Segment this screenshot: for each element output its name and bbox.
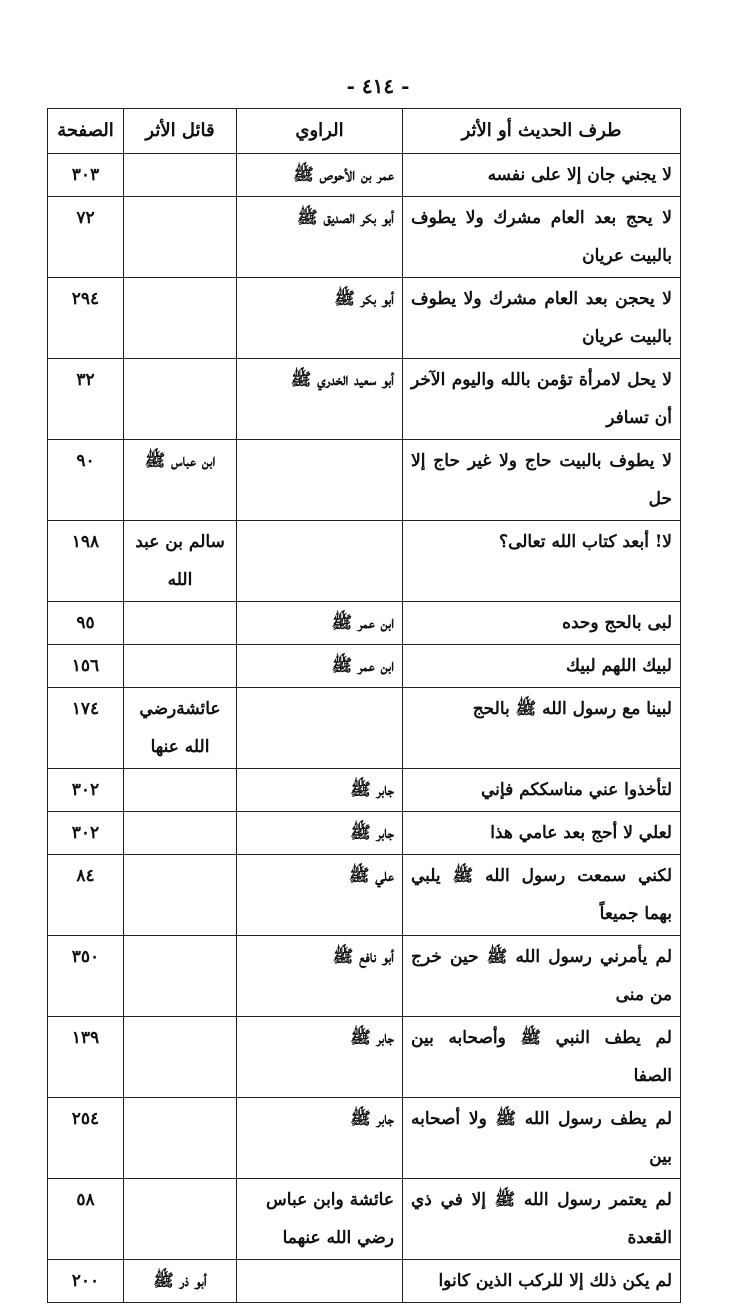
cell-hadith: لبى بالحج وحده xyxy=(403,602,681,645)
table-row xyxy=(48,440,681,521)
cell-hadith: لم يكن ذلك إلا للركب الذين كانوا xyxy=(403,1260,681,1303)
cell-rawi xyxy=(237,688,403,769)
cell-rawi: جابر ﷺ xyxy=(237,812,403,855)
cell-page: ٢٠٠ xyxy=(48,1260,124,1303)
cell-qail: عائشةرضي الله عنها xyxy=(124,688,237,769)
cell-qail xyxy=(124,855,237,936)
header-page: الصفحة xyxy=(48,109,124,154)
table-row xyxy=(48,769,681,812)
table-row xyxy=(48,688,681,769)
header-qail: قائل الأثر xyxy=(124,109,237,154)
cell-rawi: جابر ﷺ xyxy=(237,1017,403,1098)
cell-hadith: لم يعتمر رسول الله ﷺ إلا في ذي القعدة xyxy=(403,1179,681,1260)
table-row xyxy=(48,1098,681,1179)
table-row xyxy=(48,1260,681,1303)
cell-qail xyxy=(124,359,237,440)
header-rawi: الراوي xyxy=(237,109,403,154)
page-number: - ٤١٤ - xyxy=(346,74,410,98)
cell-page: ٣٠٢ xyxy=(48,769,124,812)
cell-rawi xyxy=(237,440,403,521)
cell-rawi: ابن عمر ﷺ xyxy=(237,645,403,688)
cell-hadith: لبينا مع رسول الله ﷺ بالحج xyxy=(403,688,681,769)
cell-page: ٢٥٤ xyxy=(48,1098,124,1179)
cell-qail xyxy=(124,1017,237,1098)
table-row xyxy=(48,521,681,602)
cell-page: ١٥٦ xyxy=(48,645,124,688)
cell-qail xyxy=(124,154,237,197)
cell-hadith: لم يأمرني رسول الله ﷺ حين خرج من منى xyxy=(403,936,681,1017)
table-row xyxy=(48,602,681,645)
table-row xyxy=(48,1017,681,1098)
cell-rawi: أبو بكر الصديق ﷺ xyxy=(237,197,403,278)
cell-page: ١٣٩ xyxy=(48,1017,124,1098)
cell-hadith: لا يجني جان إلا على نفسه xyxy=(403,154,681,197)
cell-hadith: لعلي لا أحج بعد عامي هذا xyxy=(403,812,681,855)
cell-page: ٩٠ xyxy=(48,440,124,521)
cell-page: ٣٢ xyxy=(48,359,124,440)
cell-page: ٣٥٠ xyxy=(48,936,124,1017)
cell-qail xyxy=(124,278,237,359)
cell-qail xyxy=(124,936,237,1017)
cell-hadith: لا! أبعد كتاب الله تعالى؟ xyxy=(403,521,681,602)
header-row xyxy=(48,109,681,154)
cell-page: ٣٠٢ xyxy=(48,812,124,855)
cell-qail xyxy=(124,197,237,278)
cell-hadith: لا يحجن بعد العام مشرك ولا يطوف بالبيت عريان xyxy=(403,278,681,359)
cell-qail: أبو ذر ﷺ xyxy=(124,1260,237,1303)
cell-hadith: لا يطوف بالبيت حاج ولا غير حاج إلا حل xyxy=(403,440,681,521)
cell-page: ٣٠٣ xyxy=(48,154,124,197)
cell-rawi: جابر ﷺ xyxy=(237,1098,403,1179)
cell-page: ١٧٤ xyxy=(48,688,124,769)
table-row xyxy=(48,645,681,688)
cell-rawi: أبو نافع ﷺ xyxy=(237,936,403,1017)
cell-page: ٧٢ xyxy=(48,197,124,278)
cell-hadith: لتأخذوا عني مناسككم فإني xyxy=(403,769,681,812)
cell-page: ٥٨ xyxy=(48,1179,124,1260)
cell-qail: ابن عباس ﷺ xyxy=(124,440,237,521)
table-row xyxy=(48,278,681,359)
cell-qail: سالم بن عبد الله xyxy=(124,521,237,602)
cell-page: ٢٩٤ xyxy=(48,278,124,359)
cell-rawi xyxy=(237,521,403,602)
cell-rawi: عائشة وابن عباس رضي الله عنهما xyxy=(237,1179,403,1260)
table-row xyxy=(48,197,681,278)
table-row xyxy=(48,154,681,197)
cell-rawi: ابن عمر ﷺ xyxy=(237,602,403,645)
cell-rawi: أبو بكر ﷺ xyxy=(237,278,403,359)
table-row xyxy=(48,855,681,936)
table-row xyxy=(48,1179,681,1260)
cell-qail xyxy=(124,602,237,645)
cell-qail xyxy=(124,769,237,812)
cell-hadith: لبيك اللهم لبيك xyxy=(403,645,681,688)
cell-rawi xyxy=(237,1260,403,1303)
cell-rawi: جابر ﷺ xyxy=(237,769,403,812)
cell-page: ١٩٨ xyxy=(48,521,124,602)
cell-rawi: أبو سعيد الخدري ﷺ xyxy=(237,359,403,440)
cell-qail xyxy=(124,645,237,688)
cell-hadith: لا يحج بعد العام مشرك ولا يطوف بالبيت عريان xyxy=(403,197,681,278)
cell-qail xyxy=(124,812,237,855)
cell-qail xyxy=(124,1179,237,1260)
hadith-index-table xyxy=(47,108,681,1303)
cell-page: ٩٥ xyxy=(48,602,124,645)
cell-hadith: لم يطف النبي ﷺ وأصحابه بين الصفا xyxy=(403,1017,681,1098)
table-row xyxy=(48,936,681,1017)
cell-hadith: لم يطف رسول الله ﷺ ولا أصحابه بين xyxy=(403,1098,681,1179)
cell-rawi: عمر بن الأحوص ﷺ xyxy=(237,154,403,197)
header-hadith: طرف الحديث أو الأثر xyxy=(403,109,681,154)
table-row xyxy=(48,359,681,440)
cell-hadith: لكني سمعت رسول الله ﷺ يلبي بهما جميعاً xyxy=(403,855,681,936)
cell-page: ٨٤ xyxy=(48,855,124,936)
cell-hadith: لا يحل لامرأة تؤمن بالله واليوم الآخر أن تسافر xyxy=(403,359,681,440)
table-row xyxy=(48,812,681,855)
cell-qail xyxy=(124,1098,237,1179)
cell-rawi: علي ﷺ xyxy=(237,855,403,936)
